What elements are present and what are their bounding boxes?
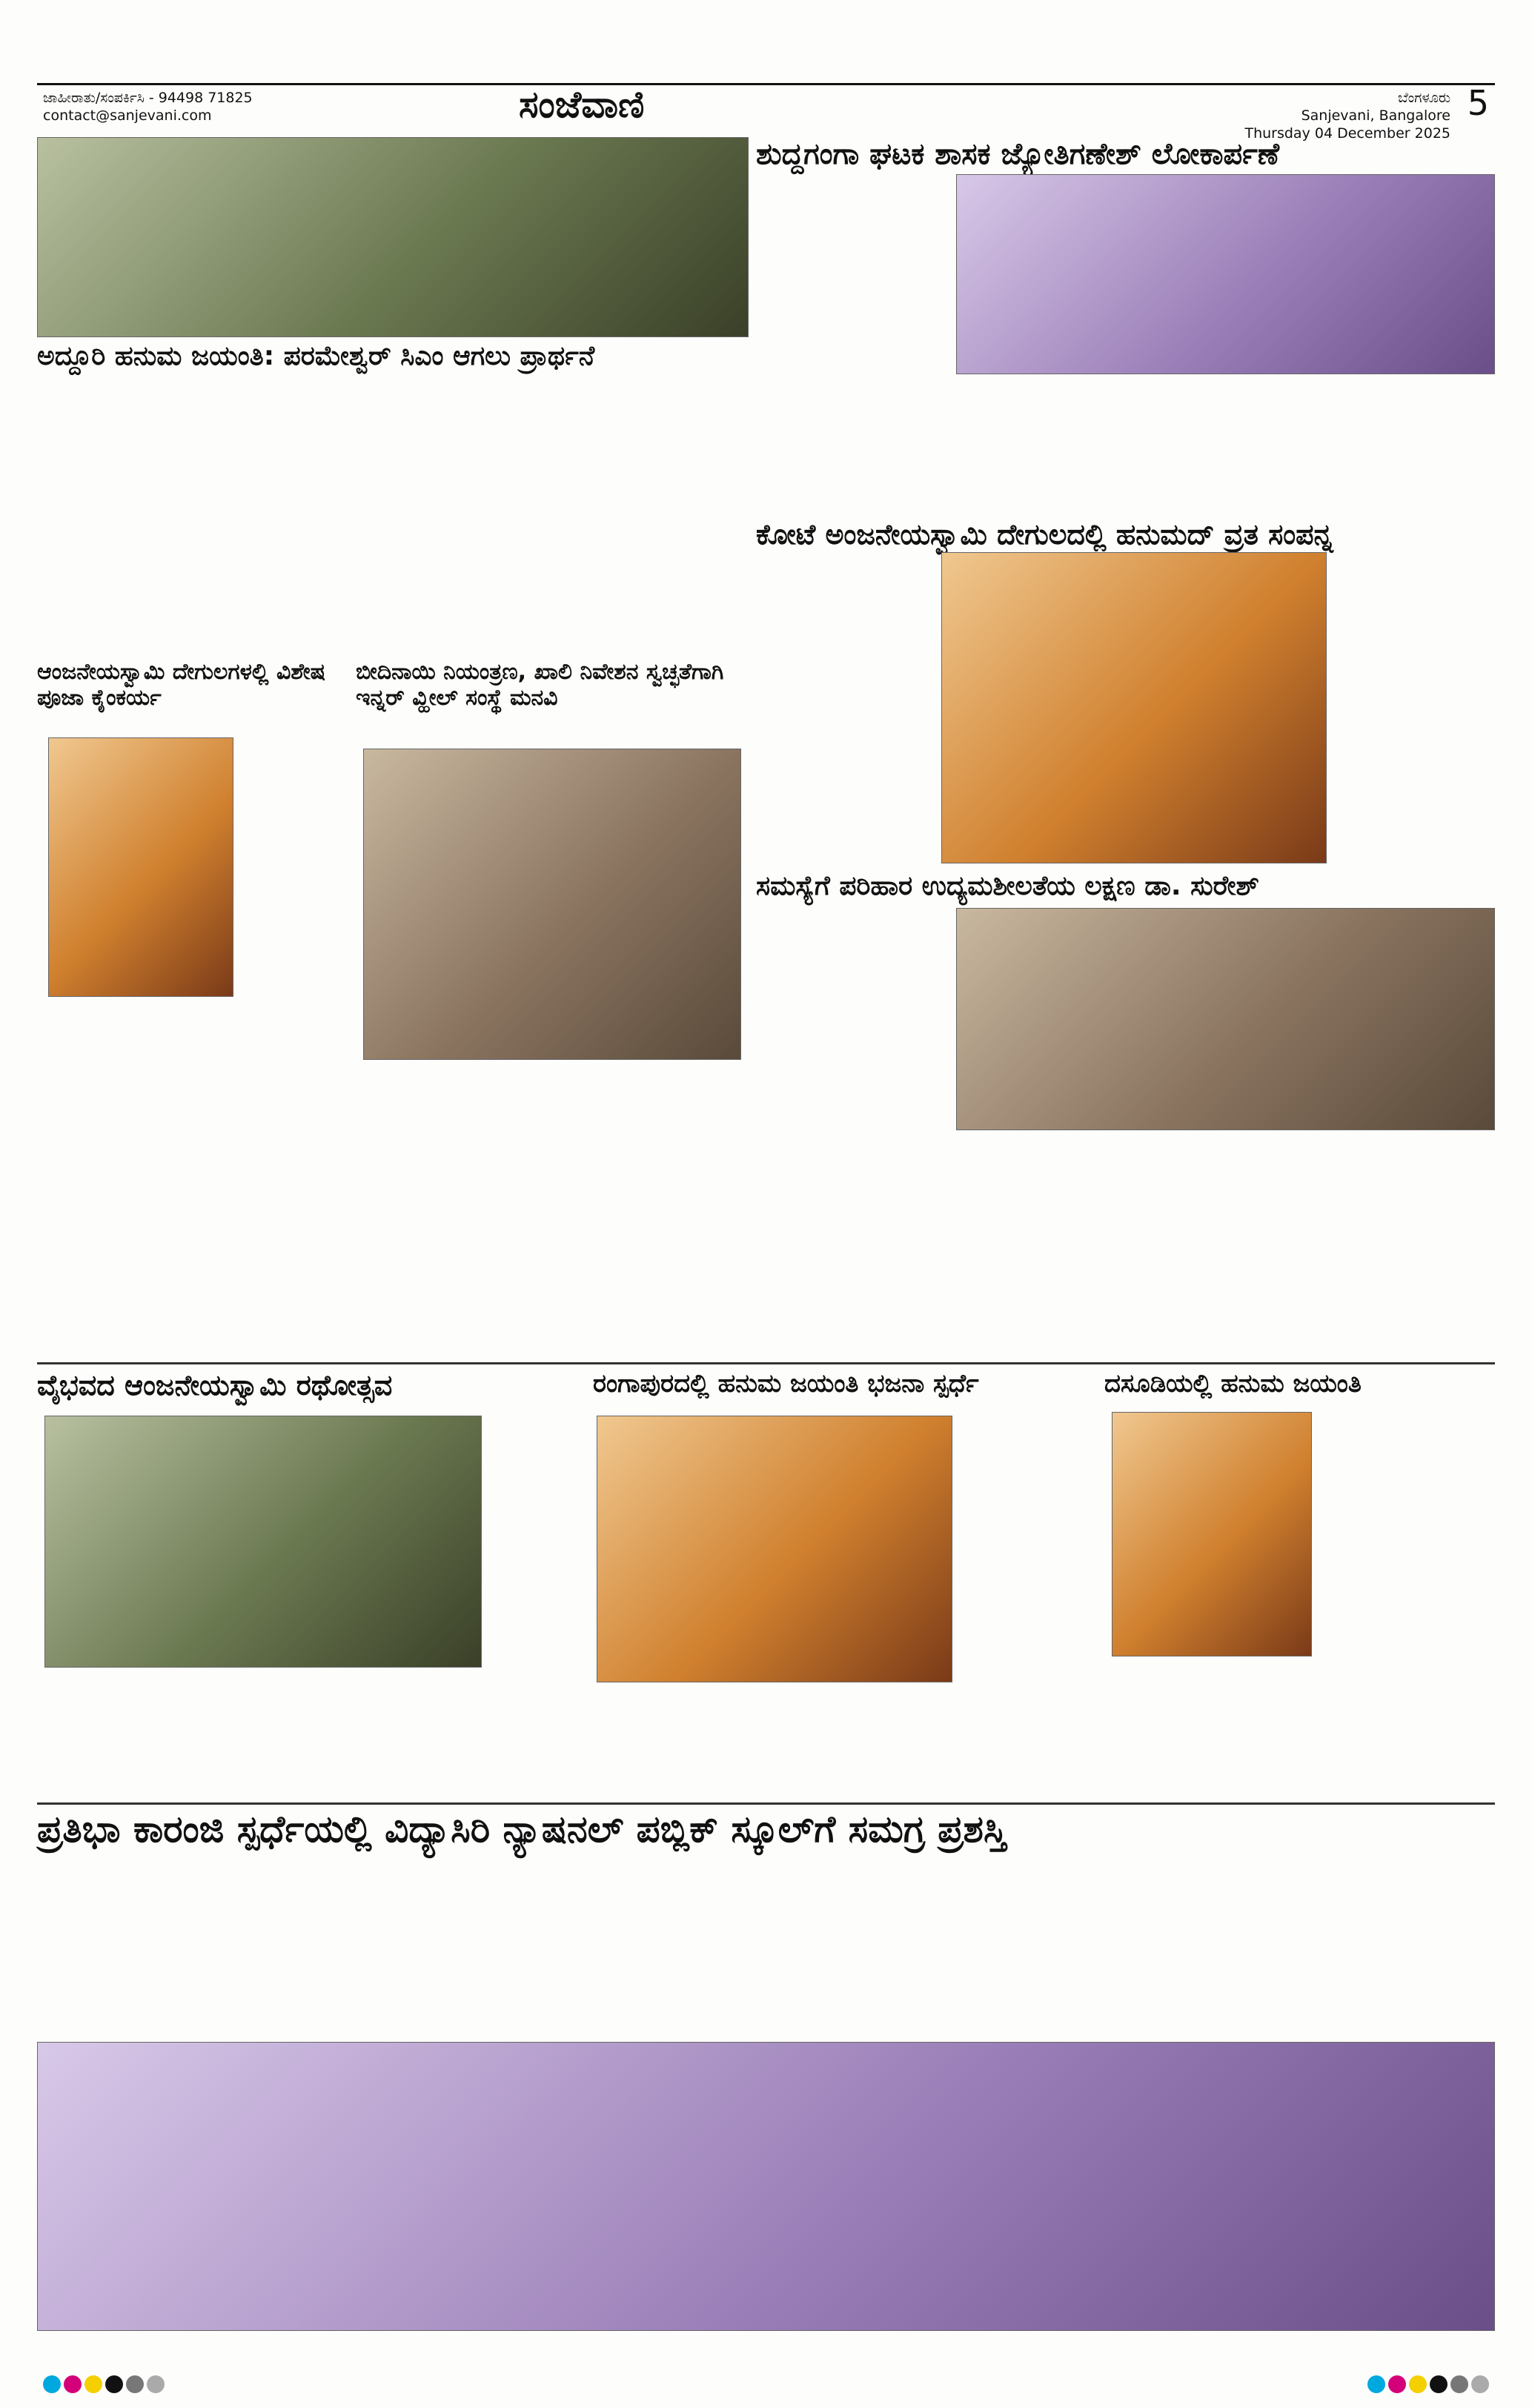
swatch-yellow [1409, 2375, 1427, 2393]
headline-rathotsava: ವೈಭವದ ಆಂಜನೇಯಸ್ವಾಮಿ ರಥೋತ್ಸವ [37, 1369, 393, 1402]
swatch-light-gray [1471, 2375, 1489, 2393]
masthead: ಸಂಜೆವಾಣಿ [519, 83, 645, 126]
swatch-gray [126, 2375, 144, 2393]
swatch-magenta [1388, 2375, 1406, 2393]
headline-rangapura-bhajana: ರಂಗಾಪುರದಲ್ಲಿ ಹನುಮ ಜಯಂತಿ ಭಜನಾ ಸ್ಪರ್ಧೆ [593, 1369, 979, 1399]
hanuma-jayanti-crowd-photo [37, 137, 749, 337]
swatch-black [1430, 2375, 1448, 2393]
headline-prathibha-karanji: ಪ್ರತಿಭಾ ಕಾರಂಜಿ ಸ್ಪರ್ಧೆಯಲ್ಲಿ ವಿದ್ಯಾಸಿರಿ ನ್ಯಾಷನಲ್ ಪಬ್ಲಿಕ್ ಸ್ಕೂಲ್‌ಗೆ ಸಮಗ್ರ ಪ್ರಶಸ್ತಿ [37, 1808, 1007, 1851]
headline-dasoodi: ದಸೂಡಿಯಲ್ಲಿ ಹನುಮ ಜಯಂತಿ [1104, 1369, 1362, 1399]
headline-inner-wheel: ಬೀದಿನಾಯಿ ನಿಯಂತ್ರಣ, ಖಾಲಿ ನಿವೇಶನ ಸ್ವಚ್ಛತೆಗಾಗಿ ಇನ್ನರ್ ವ್ಹೀಲ್ ಸಂಸ್ಥೆ ಮನವಿ [356, 659, 724, 711]
swatch-light-gray [147, 2375, 165, 2393]
kote-anjaneya-temple-photo [941, 552, 1327, 863]
swatch-yellow [84, 2375, 102, 2393]
contact-info [43, 89, 253, 125]
shuddaganga-event-photo [956, 174, 1495, 374]
date: Thursday 04 December 2025 [1244, 125, 1450, 142]
contact-phone: ಜಾಹೀರಾತು/ಸಂಪರ್ಕಿಸಿ - 94498 71825 [43, 90, 253, 106]
anjaneya-idol-photo [48, 737, 233, 997]
city: ಬೆಂಗಳೂರು [1398, 90, 1450, 106]
dateline [1244, 89, 1450, 142]
header-rule [37, 83, 1495, 85]
dasoodi-idol-photo [1112, 1412, 1312, 1656]
headline-dr-suresh: ಸಮಸ್ಯೆಗೆ ಪರಿಹಾರ ಉದ್ಯಮಶೀಲತೆಯ ಲಕ್ಷಣ ಡಾ. ಸುರೇಶ್ [756, 871, 1259, 901]
headline-anjaneya-temples-pooja: ಆಂಜನೇಯಸ್ವಾಮಿ ದೇಗುಲಗಳಲ್ಲಿ ವಿಶೇಷ ಪೂಜಾ ಕೈಂಕರ್ಯ [37, 659, 326, 711]
inner-wheel-memorandum-photo [363, 749, 741, 1060]
bhajana-competition-photo [597, 1416, 952, 1682]
headline-hanuma-jayanti-parameshwar: ಅದ್ದೂರಿ ಹನುಮ ಜಯಂತಿ: ಪರಮೇಶ್ವರ್ ಸಿಎಂ ಆಗಲು ಪ್ರಾರ್ಥನೆ [37, 341, 595, 371]
registration-swatches-right [1367, 2375, 1489, 2393]
headline-kote-anjaneya: ಕೋಟೆ ಅಂಜನೇಯಸ್ವಾಮಿ ದೇಗುಲದಲ್ಲಿ ಹನುಮದ್ ವ್ರತ ಸಂಪನ್ನ [756, 518, 1333, 551]
swatch-gray [1450, 2375, 1468, 2393]
section-rule [37, 1362, 1495, 1364]
registration-swatches-left [43, 2375, 165, 2393]
swatch-black [105, 2375, 123, 2393]
swatch-cyan [1367, 2375, 1385, 2393]
rathotsava-photo [44, 1416, 482, 1668]
section-rule [37, 1802, 1495, 1805]
headline-shuddaganga: ಶುದ್ದಗಂಗಾ ಘಟಕ ಶಾಸಕ ಜ್ಯೋತಿಗಣೇಶ್ ಲೋಕಾರ್ಪಣೆ [756, 137, 1279, 171]
contact-email: contact@sanjevani.com [43, 107, 212, 124]
tumkur-university-event-photo [956, 908, 1495, 1130]
swatch-magenta [64, 2375, 82, 2393]
school-award-group-photo [37, 2042, 1495, 2331]
swatch-cyan [43, 2375, 61, 2393]
page-number: 5 [1467, 83, 1489, 123]
edition: Sanjevani, Bangalore [1301, 107, 1450, 124]
